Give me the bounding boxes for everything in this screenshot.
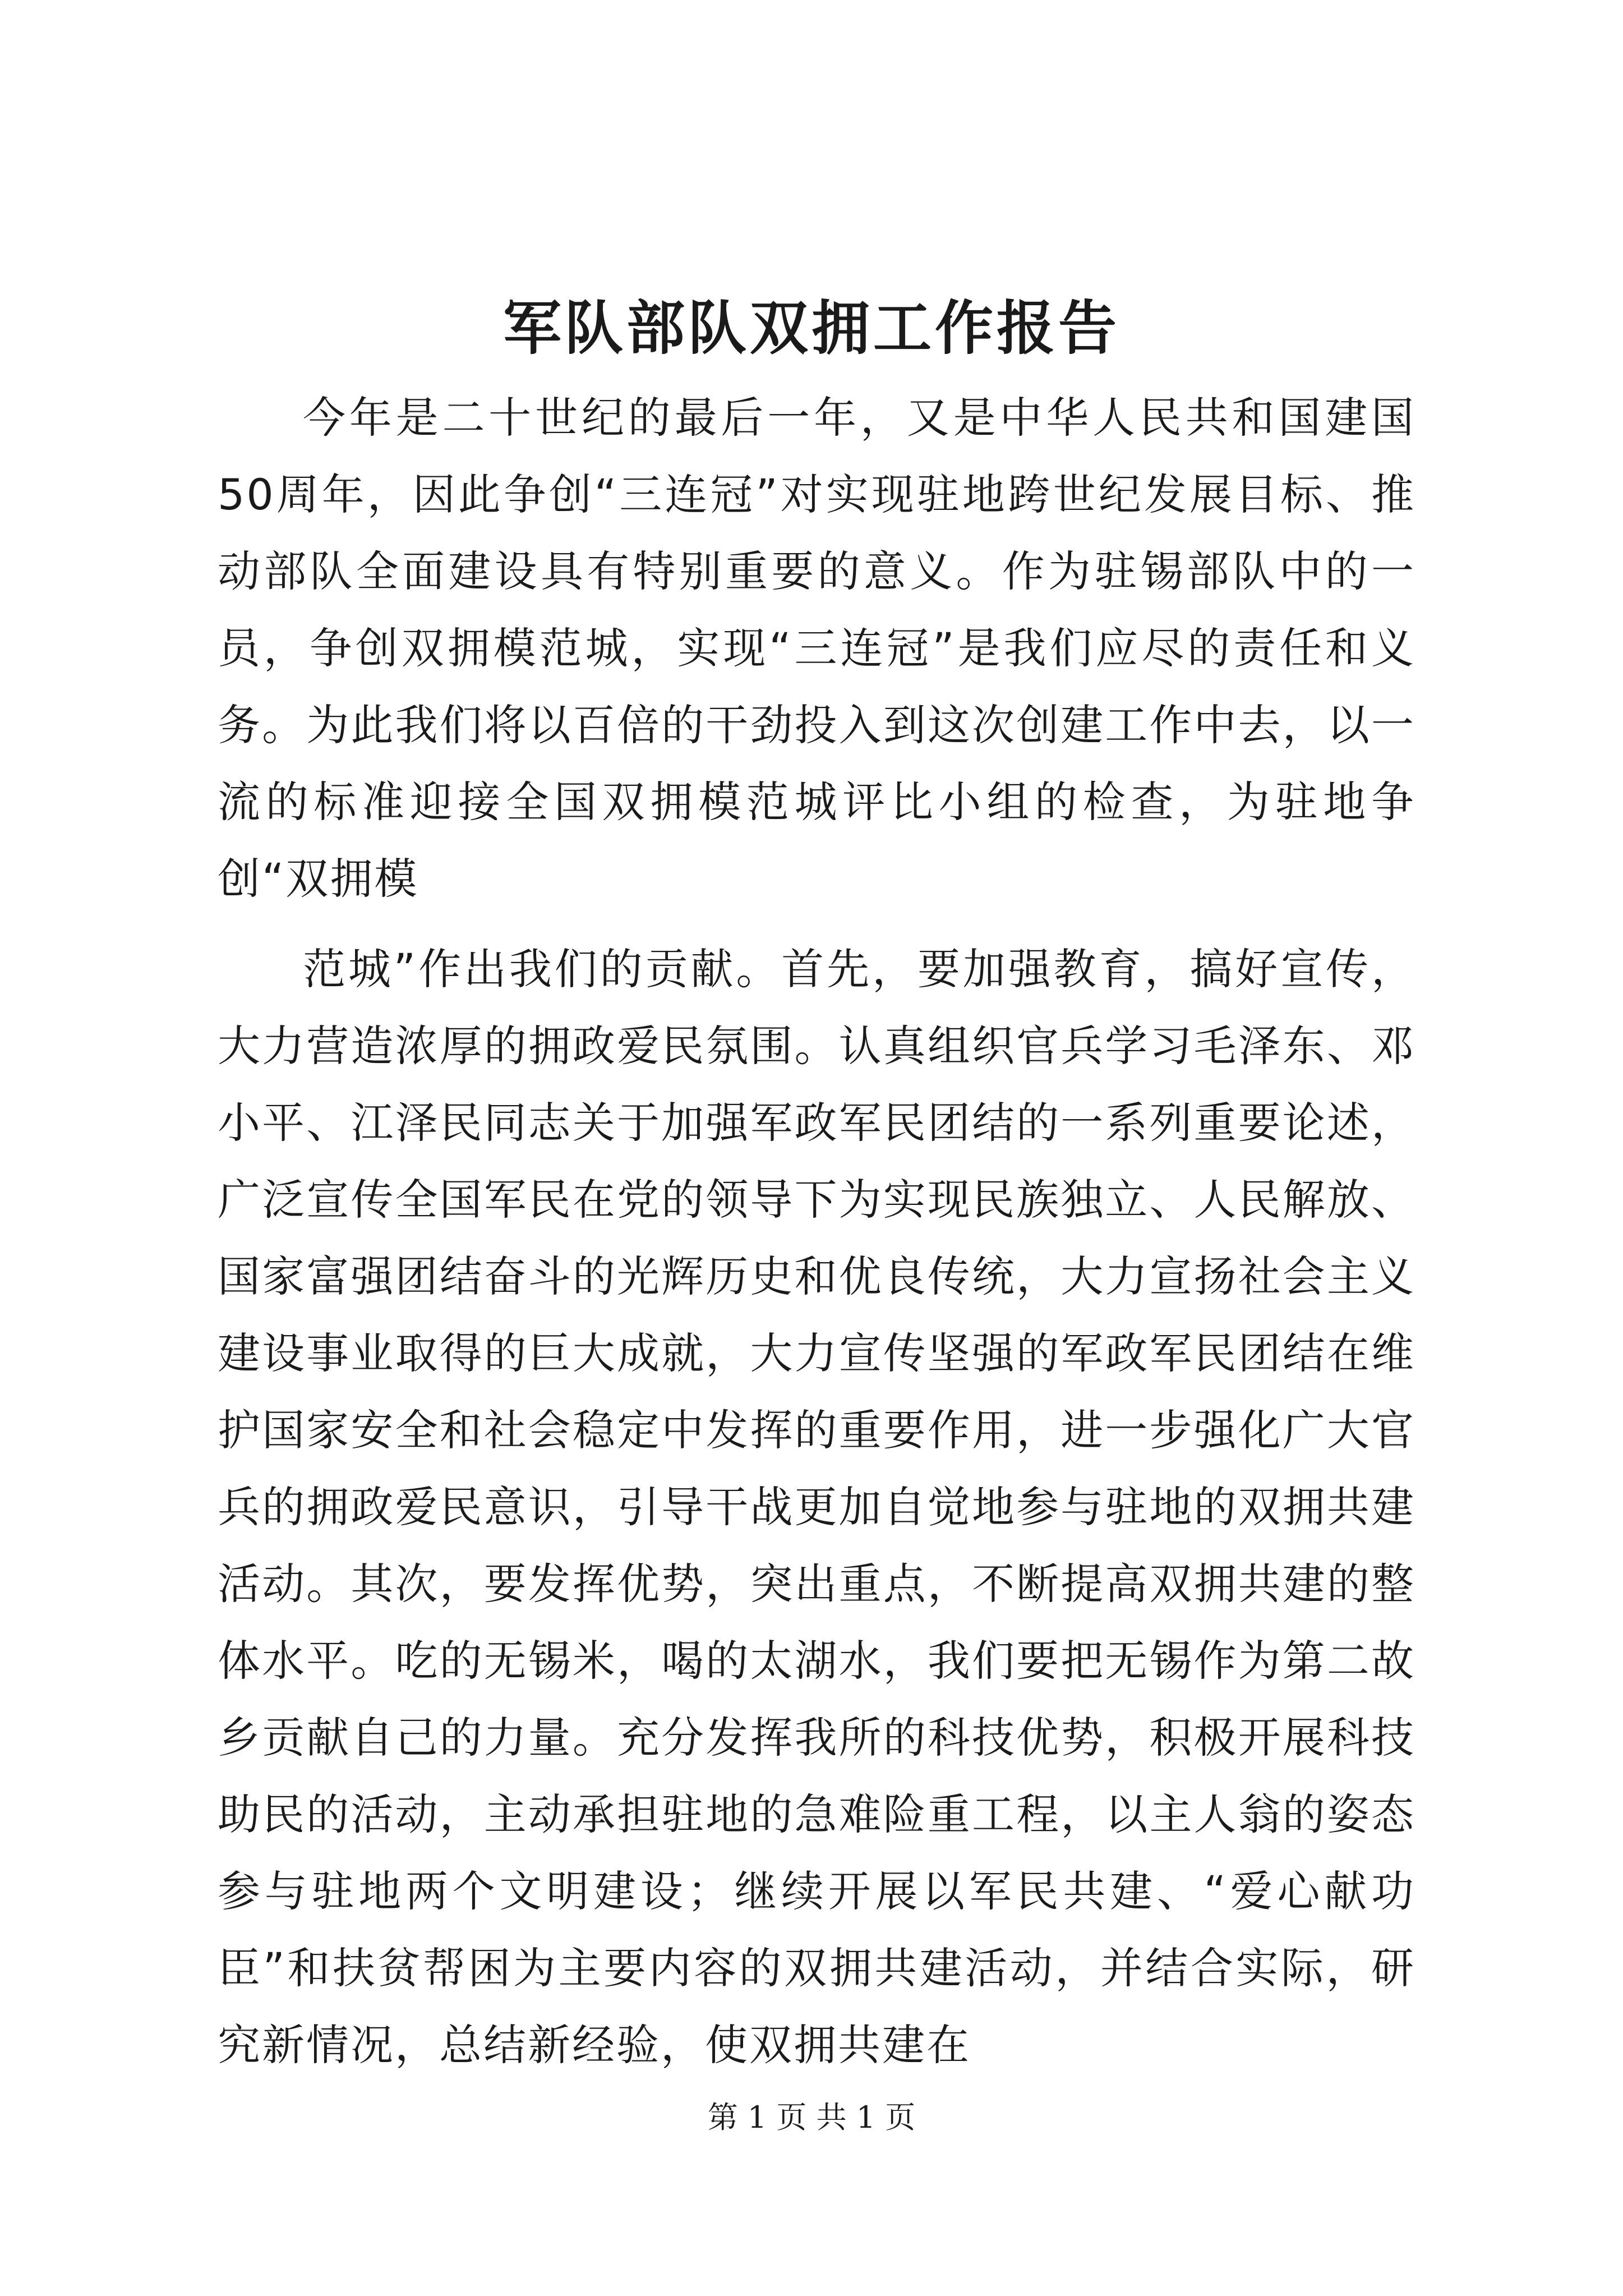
document-body bbox=[218, 379, 1415, 2083]
document-title: 军队部队双拥工作报告 bbox=[502, 293, 1120, 362]
paragraph-1: 今年是二十世纪的最后一年，又是中华人民共和国建国50周年，因此争创“三连冠”对实现驻地跨世纪发展目标、推动部队全面建设具有特别重要的意义。作为驻锡部队中的一员，争创双拥模范城，实现“三连冠”是我们应尽的责任和义务。为此我们将以百倍的干劲投入到这次创建工作中去，以一流的标准迎接全国双拥模范城评比小组的检查，为驻地争创“双拥模 bbox=[218, 393, 1415, 904]
paragraph-2: 范城”作出我们的贡献。首先，要加强教育，搞好宣传，大力营造浓厚的拥政爱民氛围。认真组织官兵学习毛泽东、邓小平、江泽民同志关于加强军政军民团结的一系列重要论述，广泛宣传全国军民在党的领导下为实现民族独立、人民解放、国家富强团结奋斗的光辉历史和优良传统，大力宣扬社会主义建设事业取得的巨大成就，大力宣传坚强的军政军民团结在维护国家安全和社会稳定中发挥的重要作用，进一步强化广大官兵的拥政爱民意识，引导干战更加自觉地参与驻地的双拥共建活动。其次，要发挥优势，突出重点，不断提高双拥共建的整体水平。吃的无锡米，喝的太湖水，我们要把无锡作为第二故乡贡献自己的力量。充分发挥我所的科技优势，积极开展科技助民的活动，主动承担驻地的急难险重工程，以主人翁的姿态参与驻地两个文明建设；继续开展以军民共建、“爱心献功臣”和扶贫帮困为主要内容的双拥共建活动，并结合实际，研究新情况，总结新经验，使双拥共建在 bbox=[218, 944, 1415, 2070]
page-number-footer: 第 1 页 共 1 页 bbox=[707, 2100, 916, 2135]
